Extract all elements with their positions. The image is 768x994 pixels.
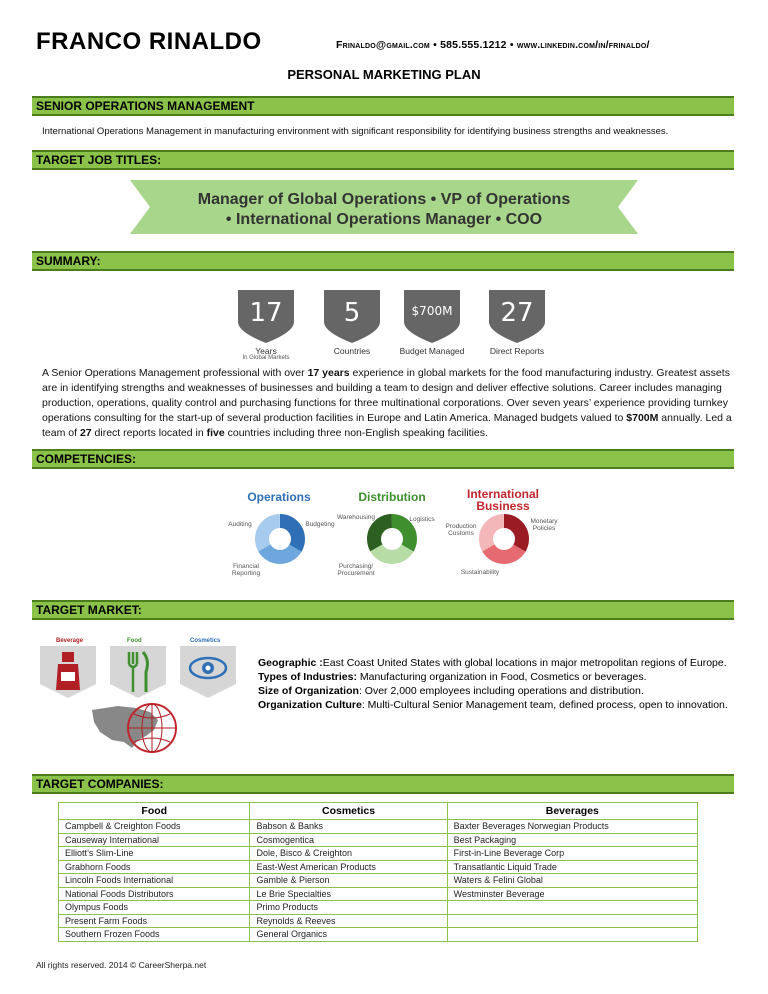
contact-line: Frinaldo@gmail.com • 585.555.1212 • www.linkedin.com/in/frinaldo/ <box>336 39 650 51</box>
distribution-label-logistics: Logistics <box>409 516 435 523</box>
table-cell: Primo Products <box>250 901 447 915</box>
table-cell <box>447 928 697 942</box>
distribution-label-purchasing: Purchasing/ Procurement <box>337 563 375 577</box>
column-header-food: Food <box>59 803 250 820</box>
table-cell: Grabhorn Foods <box>59 860 250 874</box>
stat-label-countries: Countries <box>333 346 371 356</box>
international-label-sustainability: Sustainability <box>460 569 500 576</box>
column-header-cosmetics: Cosmetics <box>250 803 447 820</box>
job-titles-line-2: • International Operations Manager • COO <box>225 211 543 228</box>
operations-label-financial: Financial Reporting <box>231 563 261 577</box>
target-companies-table <box>58 802 698 942</box>
table-row <box>59 833 698 847</box>
market-geographic: Geographic :East Coast United States with global locations in major metropolitan regions of Europe. <box>258 657 727 669</box>
page-title: PERSONAL MARKETING PLAN <box>287 67 481 82</box>
international-label-customs: Production Customs <box>445 523 477 537</box>
eye-icon <box>180 646 236 698</box>
globe-map-icon <box>88 696 192 756</box>
table-row <box>59 847 698 861</box>
icon-label-cosmetics: Cosmetics <box>190 638 221 644</box>
table-cell: Transatlantic Liquid Trade <box>447 860 697 874</box>
stat-label-reports: Direct Reports <box>489 346 545 356</box>
table-cell: General Organics <box>250 928 447 942</box>
candidate-name: FRANCO RINALDO <box>36 28 262 55</box>
table-cell: East-West American Products <box>250 860 447 874</box>
table-cell <box>447 901 697 915</box>
table-cell: Campbell & Creighton Foods <box>59 820 250 834</box>
svg-text:17: 17 <box>249 298 283 328</box>
table-cell: Best Packaging <box>447 833 697 847</box>
market-culture: Organization Culture: Multi-Cultural Senior Management team, defined process, open to innovation. <box>258 699 728 711</box>
table-header-row <box>59 803 698 820</box>
summary-paragraph: A Senior Operations Management professional with over 17 years experience in global markets for the food manufacturing industry. Greatest assets are in identifying strengths and weaknesses of businesses and building a team to design and deliver effective solutions. Career includes managing production, operations, quality control and purchasing functions for three multinational corporations. Over seven years’ experience providing turnkey operations consulting for the start-up of several production facilities in Europe and Latin America. Managed budgets valued to $700M annually. Led a team of 27 direct reports located in five countries including three non-English speaking facilities. <box>42 367 732 439</box>
phone: 585.555.1212 <box>440 39 507 51</box>
stat-label-budget: Budget Managed <box>399 346 465 356</box>
table-cell: Present Farm Foods <box>59 914 250 928</box>
competency-title-international: International Business <box>466 487 539 513</box>
table-row <box>59 901 698 915</box>
distribution-label-warehousing: Warehousing <box>336 514 376 521</box>
job-titles-line-1: Manager of Global Operations • VP of Operations <box>197 191 571 208</box>
table-cell: Elliott’s Slim-Line <box>59 847 250 861</box>
table-row <box>59 928 698 942</box>
svg-text:5: 5 <box>343 298 361 328</box>
svg-text:27: 27 <box>500 298 534 328</box>
stat-shield-reports <box>487 288 547 344</box>
stat-shield-years <box>236 288 296 344</box>
table-cell: Causeway International <box>59 833 250 847</box>
job-titles-ribbon <box>130 180 638 234</box>
table-cell: Westminster Beverage <box>447 887 697 901</box>
table-cell: Babson & Banks <box>250 820 447 834</box>
email[interactable]: Frinaldo@gmail.com <box>336 39 430 51</box>
icon-label-beverage: Beverage <box>56 638 84 644</box>
table-cell: Southern Frozen Foods <box>59 928 250 942</box>
table-cell: Le Brie Specialties <box>250 887 447 901</box>
linkedin-url[interactable]: www.linkedin.com/in/frinaldo/ <box>516 39 650 51</box>
section-bar-competencies: COMPETENCIES: <box>32 449 734 469</box>
table-cell: Olympus Foods <box>59 901 250 915</box>
table-row <box>59 860 698 874</box>
competency-title-operations: Operations <box>247 490 311 504</box>
table-row <box>59 874 698 888</box>
footer-copyright: All rights reserved. 2014 © CareerSherpa.net <box>36 960 207 970</box>
table-cell: Gamble & Pierson <box>250 874 447 888</box>
market-size: Size of Organization: Over 2,000 employees including operations and distribution. <box>258 685 644 697</box>
table-cell: First-in-Line Beverage Corp <box>447 847 697 861</box>
table-row <box>59 887 698 901</box>
section-bar-summary: SUMMARY: <box>32 251 734 271</box>
icon-label-food: Food <box>127 638 142 644</box>
target-market-details <box>258 656 728 712</box>
table-row <box>59 914 698 928</box>
table-cell: Reynolds & Reeves <box>250 914 447 928</box>
section-bar-target-market: TARGET MARKET: <box>32 600 734 620</box>
section-bar-target-companies: TARGET COMPANIES: <box>32 774 734 794</box>
international-label-monetary: Monetary Policies <box>530 518 558 532</box>
operations-label-auditing: Auditing <box>228 521 252 528</box>
table-row <box>59 820 698 834</box>
column-header-beverages: Beverages <box>447 803 697 820</box>
stat-shield-countries <box>322 288 382 344</box>
international-donut <box>478 513 530 565</box>
section-bar-senior-ops: SENIOR OPERATIONS MANAGEMENT <box>32 96 734 116</box>
stat-label-years: Years <box>255 346 277 356</box>
senior-ops-text: International Operations Management in manufacturing environment with significant responsibility for identifying business strengths and weaknesses. <box>42 126 669 137</box>
table-cell: Dole, Bisco & Creighton <box>250 847 447 861</box>
market-industries: Types of Industries: Manufacturing organization in Food, Cosmetics or beverages. <box>258 671 647 683</box>
competency-title-distribution: Distribution <box>358 490 426 504</box>
operations-label-budgeting: Budgeting <box>305 521 335 528</box>
table-cell: Waters & Felini Global <box>447 874 697 888</box>
beverage-bottle-icon <box>40 646 96 698</box>
operations-donut <box>254 513 306 565</box>
section-bar-target-jobs: TARGET JOB TITLES: <box>32 150 734 170</box>
table-cell: Baxter Beverages Norwegian Products <box>447 820 697 834</box>
table-cell: Lincoln Foods International <box>59 874 250 888</box>
table-cell <box>447 914 697 928</box>
table-cell: Cosmogentica <box>250 833 447 847</box>
stat-shield-budget <box>402 288 462 344</box>
fork-knife-icon <box>110 646 166 698</box>
svg-text:$700M: $700M <box>411 304 453 318</box>
stat-sublabel-years: In Global Markets <box>242 355 290 361</box>
table-cell: National Foods Distributors <box>59 887 250 901</box>
